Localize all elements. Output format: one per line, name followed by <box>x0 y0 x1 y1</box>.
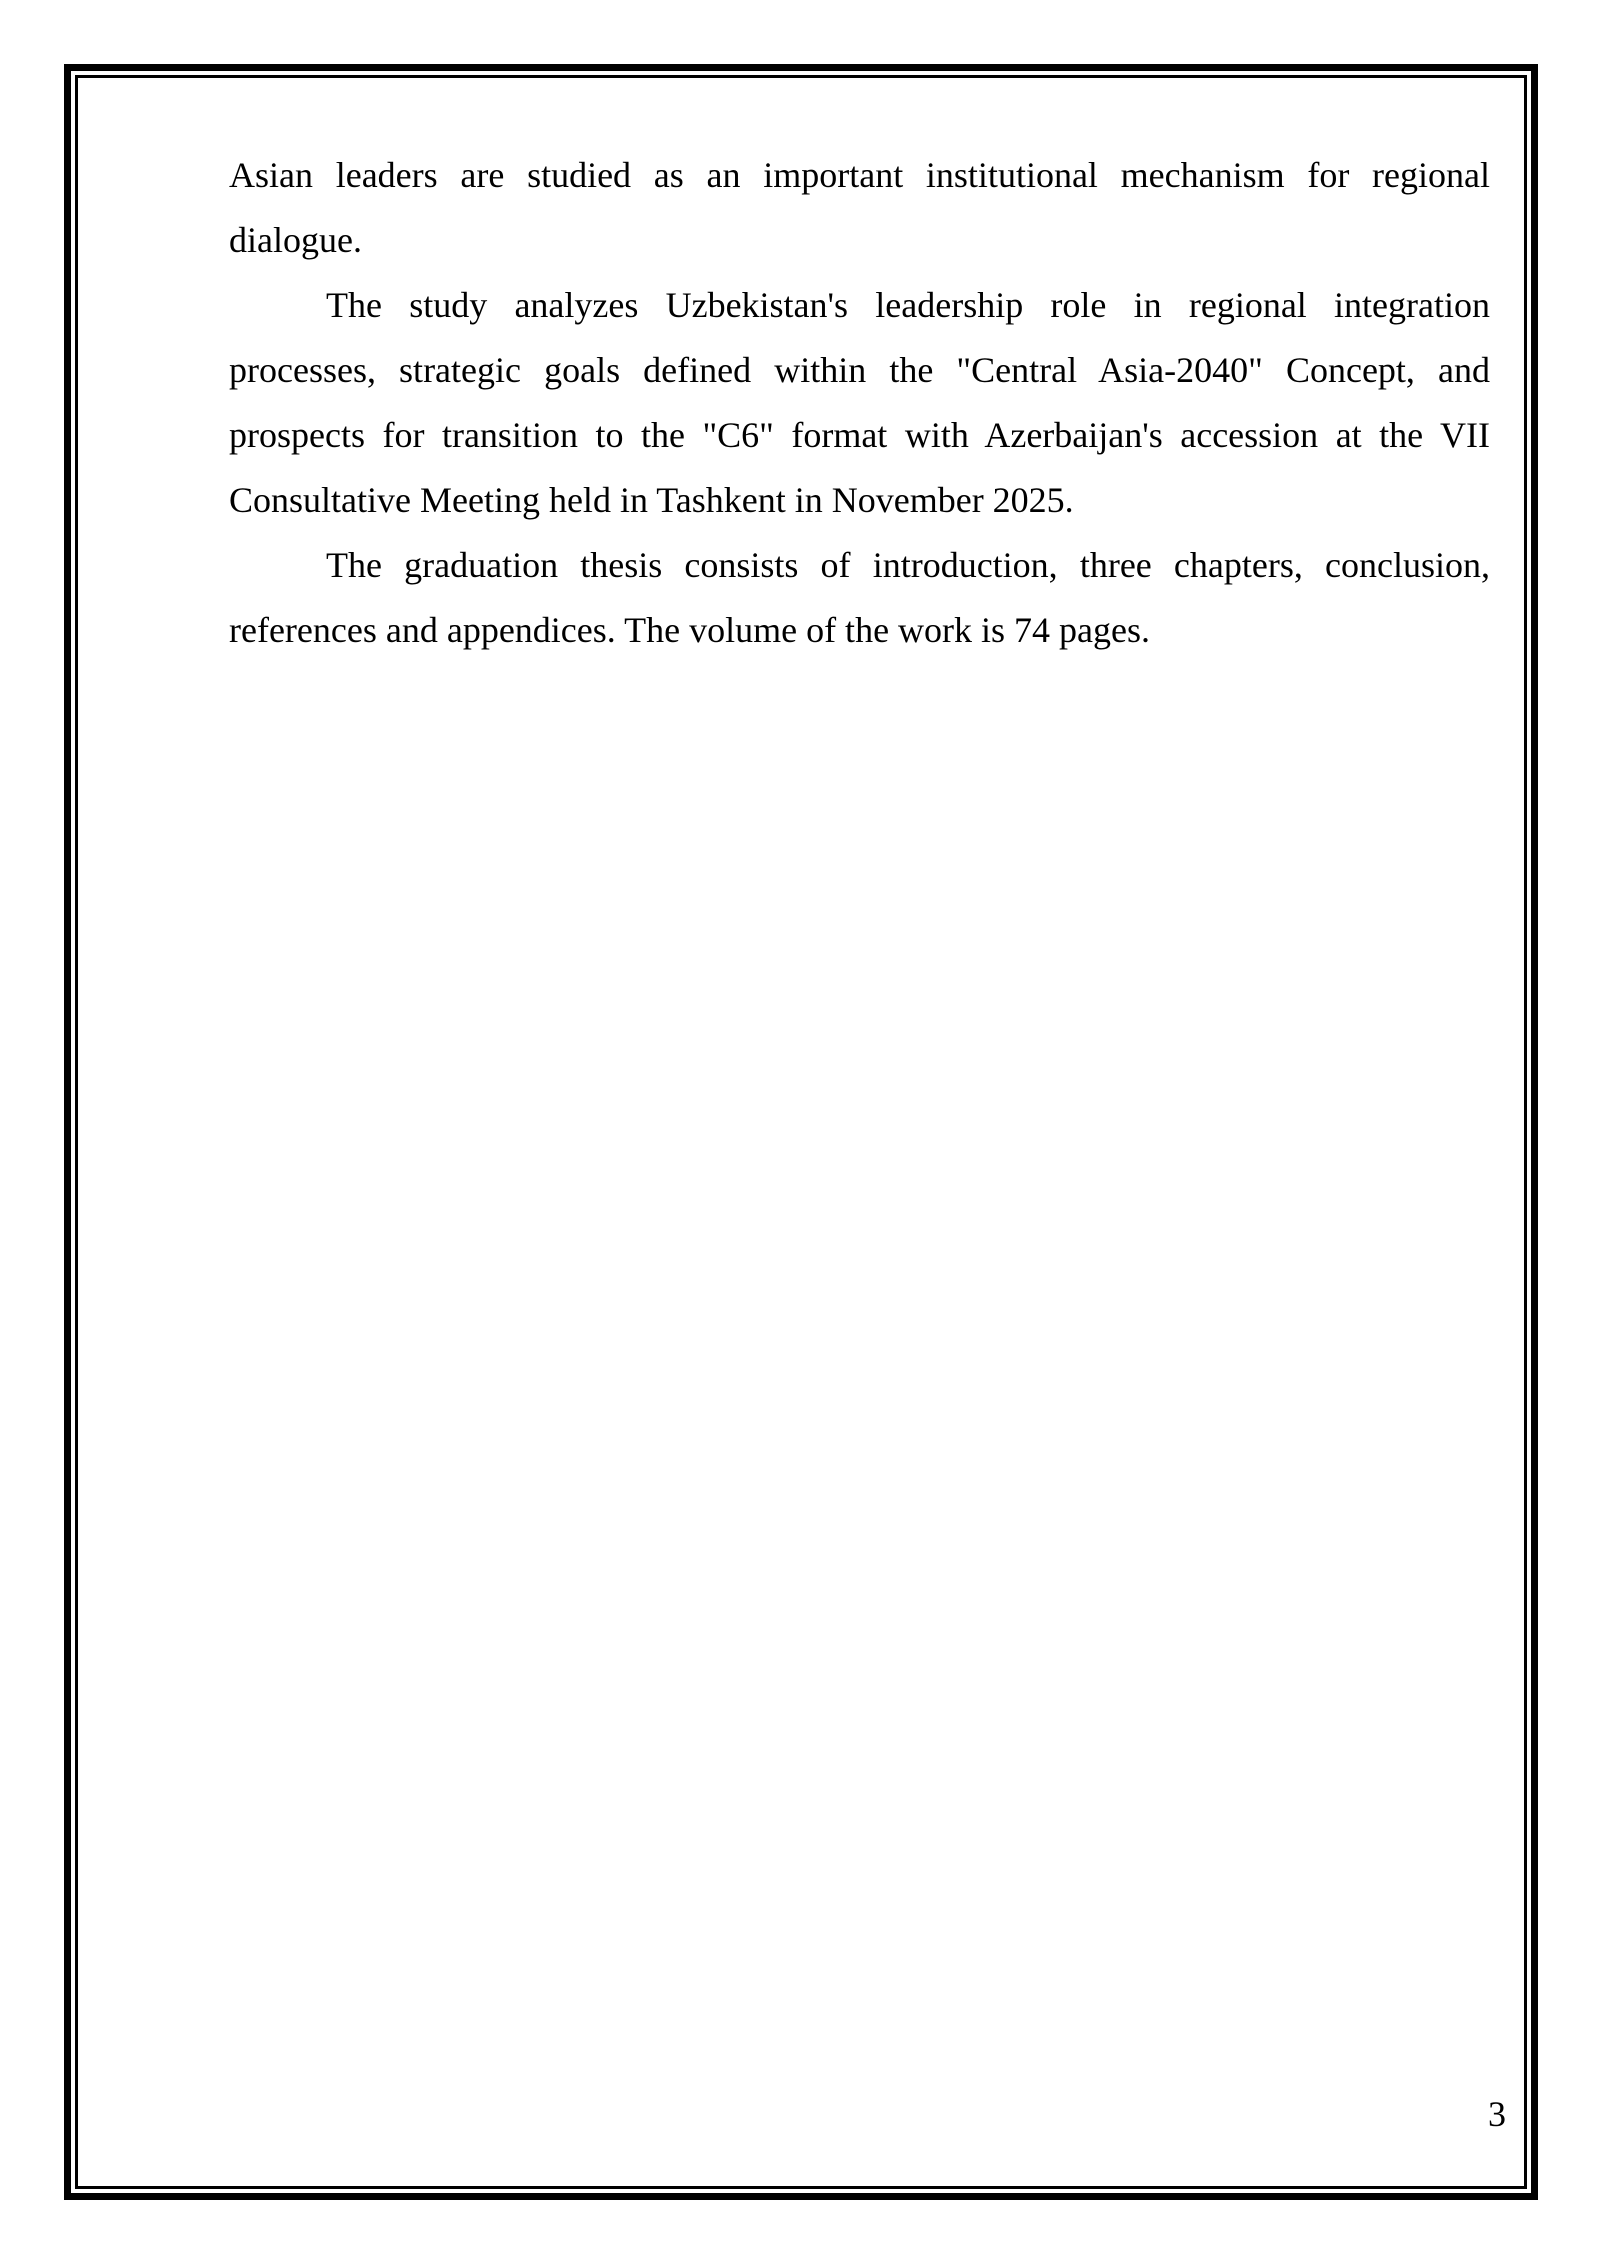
page-number: 3 <box>1488 2094 1506 2134</box>
page-body <box>229 143 1490 663</box>
paragraph-study-analysis: The study analyzes Uzbekistan's leadership role in regional integration processes, strategic goals defined within the "Central Asia-2040" Concept, and prospects for transition to the "C6" format with Azerbaijan's accession at the VII Consultative Meeting held in Tashkent in November 2025. <box>229 285 1490 520</box>
paragraph-thesis-structure: The graduation thesis consists of introduction, three chapters, conclusion, references and appendices. The volume of the work is 74 pages. <box>229 545 1490 650</box>
paragraph-continuation: Asian leaders are studied as an important institutional mechanism for regional dialogue. <box>229 155 1490 260</box>
